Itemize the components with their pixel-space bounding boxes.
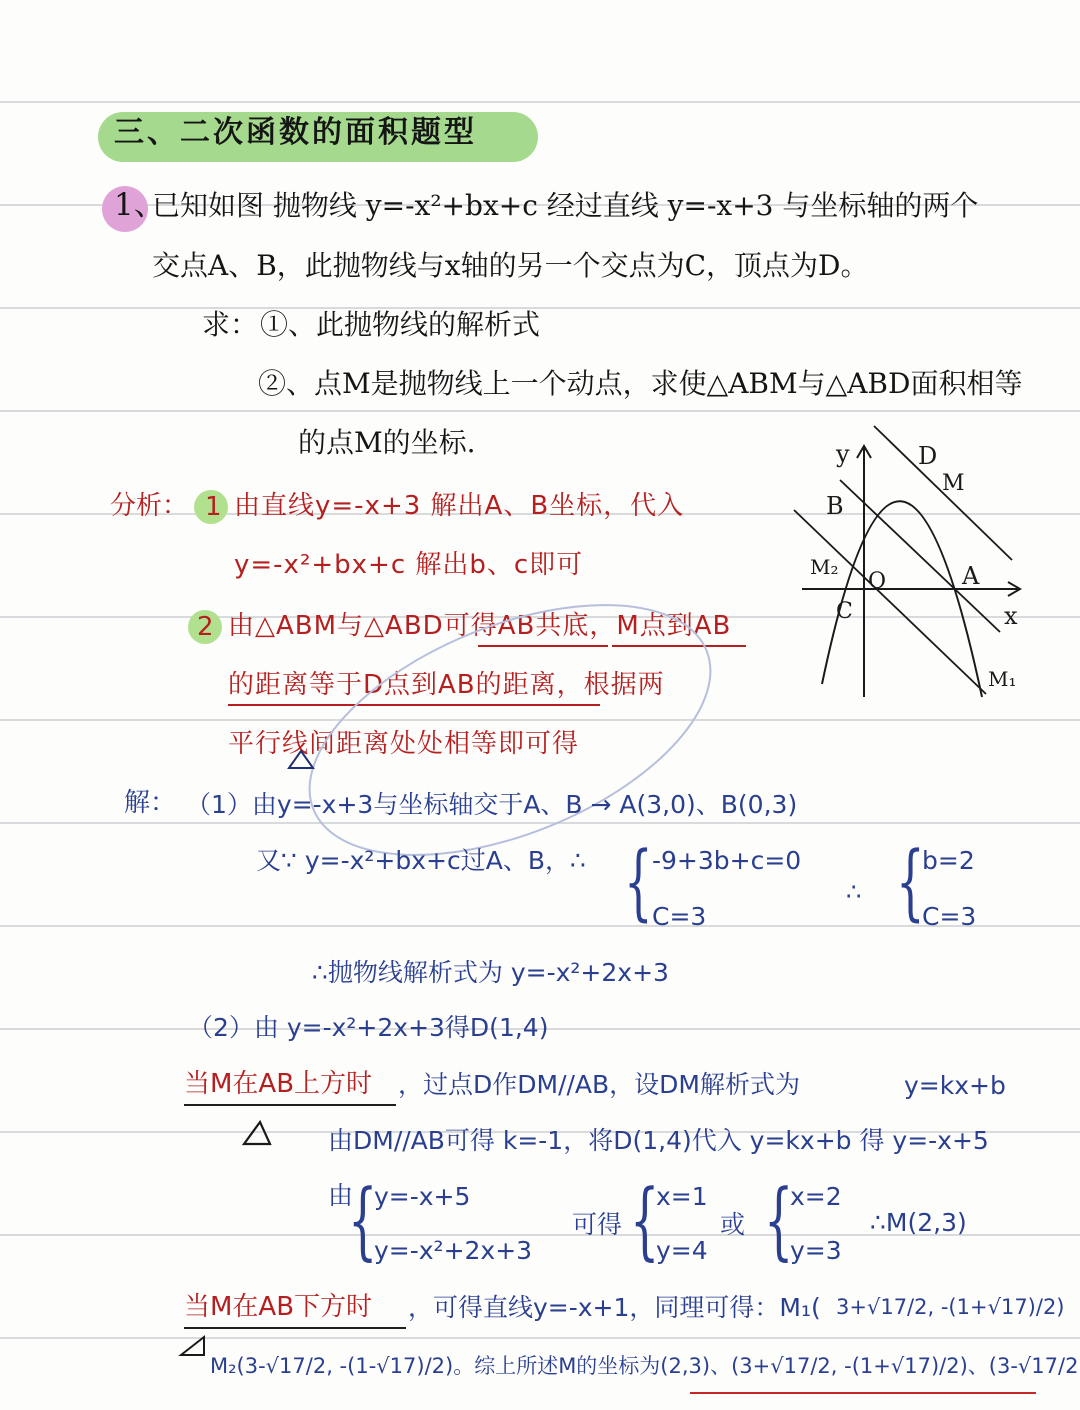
case-1-line-2: 由DM//AB可得 k=-1，将D(1,4)代入 y=kx+b 得 y=-x+5 [328, 1126, 989, 1155]
question-2-line-2: 的点M的坐标. [298, 426, 476, 459]
label-y: y [836, 440, 850, 468]
case-1-result: ∴M(2,3) [870, 1208, 967, 1237]
system-1-brace: { [624, 835, 653, 930]
label-a: A [962, 562, 980, 590]
analysis-2-number: 2 [197, 612, 214, 642]
case-1-text: ，过点D作DM//AB，设DM解析式为 [398, 1070, 800, 1099]
case-1-or: 或 [720, 1210, 746, 1239]
label-b: B [826, 492, 844, 520]
case-2-line-2: M₂(3-√17/2, -(1-√17)/2)。综上所述M的坐标为(2,3)、(3+√17/2, -(1+√17)/2)、(3-√17/2 [210, 1354, 1079, 1378]
system-5-eq-1: x=2 [790, 1182, 842, 1211]
system-4-eq-1: x=1 [656, 1182, 708, 1211]
label-x: x [1004, 602, 1018, 630]
case-1-by: 由 [328, 1181, 354, 1210]
problem-number: 1、 [114, 187, 165, 223]
analysis-1-line-1: 由直线y=-x+3 解出A、B坐标，代入 [234, 491, 685, 521]
analysis-1-line-2: y=-x²+bx+c 解出b、c即可 [234, 550, 584, 580]
case-1-label: 当M在AB上方时 [184, 1069, 373, 1099]
triangle-mark-2 [240, 1118, 274, 1148]
analysis-2-line-2: 的距离等于D点到AB的距离，根据两 [228, 670, 665, 700]
question-2-line-1: ②、点M是抛物线上一个动点，求使△ABM与△ABD面积相等 [258, 367, 1023, 400]
label-m2: M₂ [810, 555, 839, 579]
case-2-m1: 3+√17/2, -(1+√17)/2) [836, 1295, 1065, 1319]
parabola-graph [790, 422, 1035, 702]
system-2-eq-2: C=3 [922, 902, 977, 931]
question-1: ①、此抛物线的解析式 [260, 308, 541, 341]
system-5-brace: { [764, 1171, 794, 1269]
system-1-eq-1: -9+3b+c=0 [652, 846, 802, 875]
analysis-2-line-3: 平行线间距离处处相等即可得 [228, 729, 580, 759]
solution-1-line-2: 又∵ y=-x²+bx+c过A、B，∴ [256, 846, 586, 875]
label-d: D [918, 442, 938, 470]
system-4-eq-2: y=4 [656, 1236, 708, 1265]
final-answer-underline [690, 1392, 1036, 1394]
system-5-eq-2: y=3 [790, 1236, 842, 1265]
section-title: 三、二次函数的面积题型 [114, 115, 477, 150]
solution-2-line-1: （2）由 y=-x²+2x+3得D(1,4) [188, 1013, 549, 1042]
solution-1-result: ∴抛物线解析式为 y=-x²+2x+3 [312, 958, 669, 987]
case-2-text: ，可得直线y=-x+1，同理可得：M₁( [408, 1293, 821, 1322]
analysis-1-number: 1 [205, 492, 222, 522]
decorative-ellipse [290, 600, 730, 860]
solution-label: 解： [124, 788, 177, 818]
solution-1-line-1: （1）由y=-x+3与坐标轴交于A、B → A(3,0)、B(0,3) [186, 790, 798, 819]
problem-line-2: 交点A、B，此抛物线与x轴的另一个交点为C，顶点为D。 [152, 249, 869, 282]
triangle-mark-1 [286, 748, 316, 772]
system-1-eq-2: C=3 [652, 902, 707, 931]
analysis-label: 分析： [110, 491, 189, 521]
system-3-eq-2: y=-x²+2x+3 [374, 1236, 533, 1265]
line-m1m2 [794, 510, 986, 694]
case-1-get: 可得 [572, 1210, 623, 1239]
case-1-equation: y=kx+b [904, 1071, 1006, 1100]
label-m1: M₁ [988, 667, 1017, 691]
case-2-underline [184, 1327, 406, 1329]
problem-line-1: 已知如图 抛物线 y=-x²+bx+c 经过直线 y=-x+3 与坐标轴的两个 [152, 189, 979, 222]
ask-label: 求： [202, 308, 259, 341]
system-2-brace: { [896, 835, 925, 930]
system-2-eq-1: b=2 [922, 846, 975, 875]
label-o: O [868, 569, 887, 594]
system-3-brace: { [348, 1171, 378, 1269]
case-1-underline [184, 1104, 396, 1106]
system-4-brace: { [630, 1171, 660, 1269]
analysis-2-line-1: 由△ABM与△ABD可得AB共底，M点到AB [228, 611, 732, 641]
system-3-eq-1: y=-x+5 [374, 1182, 471, 1211]
therefore-1: ∴ [846, 878, 862, 906]
case-2-label: 当M在AB下方时 [184, 1292, 373, 1322]
label-m: M [942, 471, 965, 496]
triangle-mark-3 [178, 1333, 210, 1359]
label-c: C [836, 599, 853, 624]
